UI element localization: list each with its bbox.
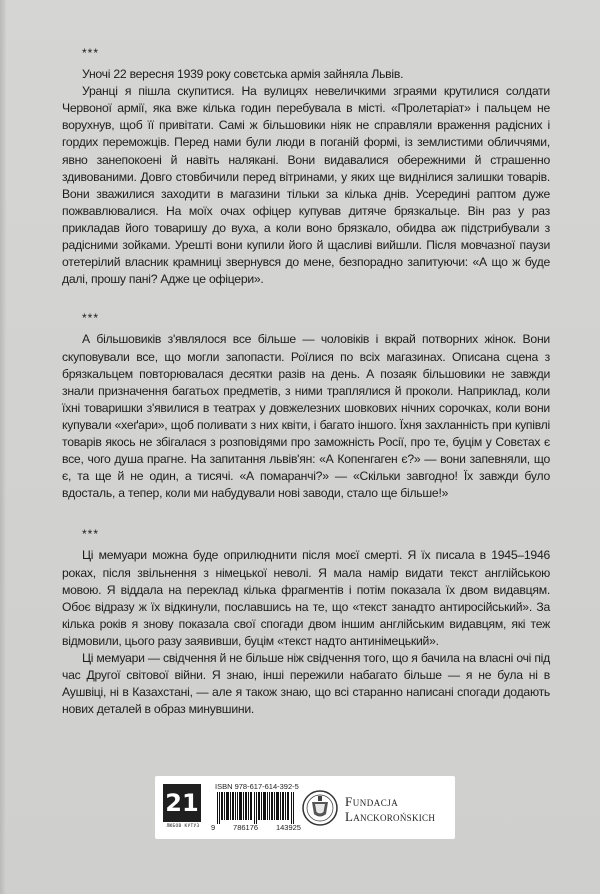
- barcode-digit-group: 9: [211, 823, 216, 832]
- isbn-label: ISBN 978-617-614-392-5: [215, 782, 299, 791]
- foundation-line-2: Lanckorońskich: [345, 809, 436, 824]
- section-separator: ***: [82, 46, 100, 60]
- barcode-digits: [211, 823, 301, 832]
- barcode-icon: [217, 792, 295, 824]
- foundation-name: [345, 794, 435, 824]
- paragraph: Уранці я пішла скупитися. На вулицях невеличкими зграями крутилися солдати Червоної армії, яка вже кілька годин перебувала в місті. «Пролетаріат» і пальцем не ворухнув, щоб її привітати. Самі ж більшовики ніяк не справляли враження радісних і гордих переможців. Перед нами були люди в поганій формі, із землистими обличчями, явно занепокоені й навіть налякані. Вони видавалися обережними й страшенно здивованими. Довго стовбичили перед вітринами, у яких ще виднілися залишки товарів. Вони зважилися заходити в магазини тільки за кілька днів. Усередині раптом дуже пожвавлювалися. На моїх очах офіцер купував дитяче брязкальце. Він раз у раз прикладав його товаришу до вуха, а коли воно брязкало, обидва аж підстрибували з радісними зойками. Урешті вони купили його й щасливі вийшли. Після мовчазної паузи отетерілий власник крамниці звернувся до мене, безпорадно запитуючи: «А що ж буде далі, прошу пані? Адже це офіцери».: [62, 84, 550, 287]
- section-separator: ***: [82, 311, 100, 326]
- section-1: [62, 45, 550, 288]
- foundation-line-1: Fundacja: [345, 794, 399, 809]
- section-2: [62, 310, 550, 502]
- publisher-logo: 21: [163, 784, 201, 822]
- paragraph: Ці мемуари — свідчення й не більше ніж свідчення того, що я бачила на власні очі під час Другої світової війни. Я знаю, інші пережили набагато більше — я не була ні в Аушвіці, ні в Казахстані, — але я також знаю, що всі старанно написані спогади додають нових деталей в образ минувшини.: [62, 651, 550, 717]
- paragraph: А більшовиків з'являлося все більше — чоловіків і вкрай потворних жінок. Вони скуповували все, що могли запопасти. Роїлися по всіх магазинах. Описана сцена з брязкальцем повторювалася десятки разів на день. А позаяк більшовики не завжди знали призначення багатьох предметів, з ними траплялися й проколи. Наприклад, коли їхні товаришки з'явилися в театрах у довжелезних шовкових нічних сорочках, коли вони купували «хеґари», щоб поливати з них квіти, і багато іншого. Їхня захланність при купівлі товарів якось не збігалася з розповідями про заможність Росії, про те, буцім у Совєтах є все, чого душа прагне. На запитання львів'ян: «А Копенгаген є?» — вони запевняли, що є, та ще й не один, а тисячі. «А помаранчі?» — «Скільки завгодно! Їх завжди було вдосталь, а тепер, коли ми набудували нові заводи, стало ще більше!»: [62, 332, 550, 501]
- barcode-digit-group: 786176: [233, 823, 259, 832]
- foundation-seal-icon: [302, 790, 338, 826]
- blurb-text: [62, 45, 550, 742]
- paragraph: Ці мемуари можна буде оприлюднити після моєї смерті. Я їх писала в 1945–1946 роках, після звільнення з німецької неволі. Я мала намір видати текст англійською мовою. Я віддала на переклад кілька фрагментів і потім показала їх двом видавцям. Обоє відразу ж їх відкинули, пославшись на те, що «текст занадто антиросійський». За кілька років я знову показала свої спогади двом іншим англійським видавцям, які теж відмовили, цього разу заявивши, буцім «текст надто антинімецький».: [62, 548, 550, 648]
- section-separator: ***: [82, 527, 100, 542]
- section-3: [62, 526, 550, 718]
- publisher-name: ЛЮБОВ КУТУЗ: [166, 824, 200, 829]
- spine-shadow: [0, 0, 6, 894]
- paragraph: Уночі 22 вересня 1939 року совєтська армія зайняла Львів.: [82, 67, 404, 82]
- footer-panel: [155, 776, 455, 839]
- barcode-digit-group: 143925: [275, 823, 301, 832]
